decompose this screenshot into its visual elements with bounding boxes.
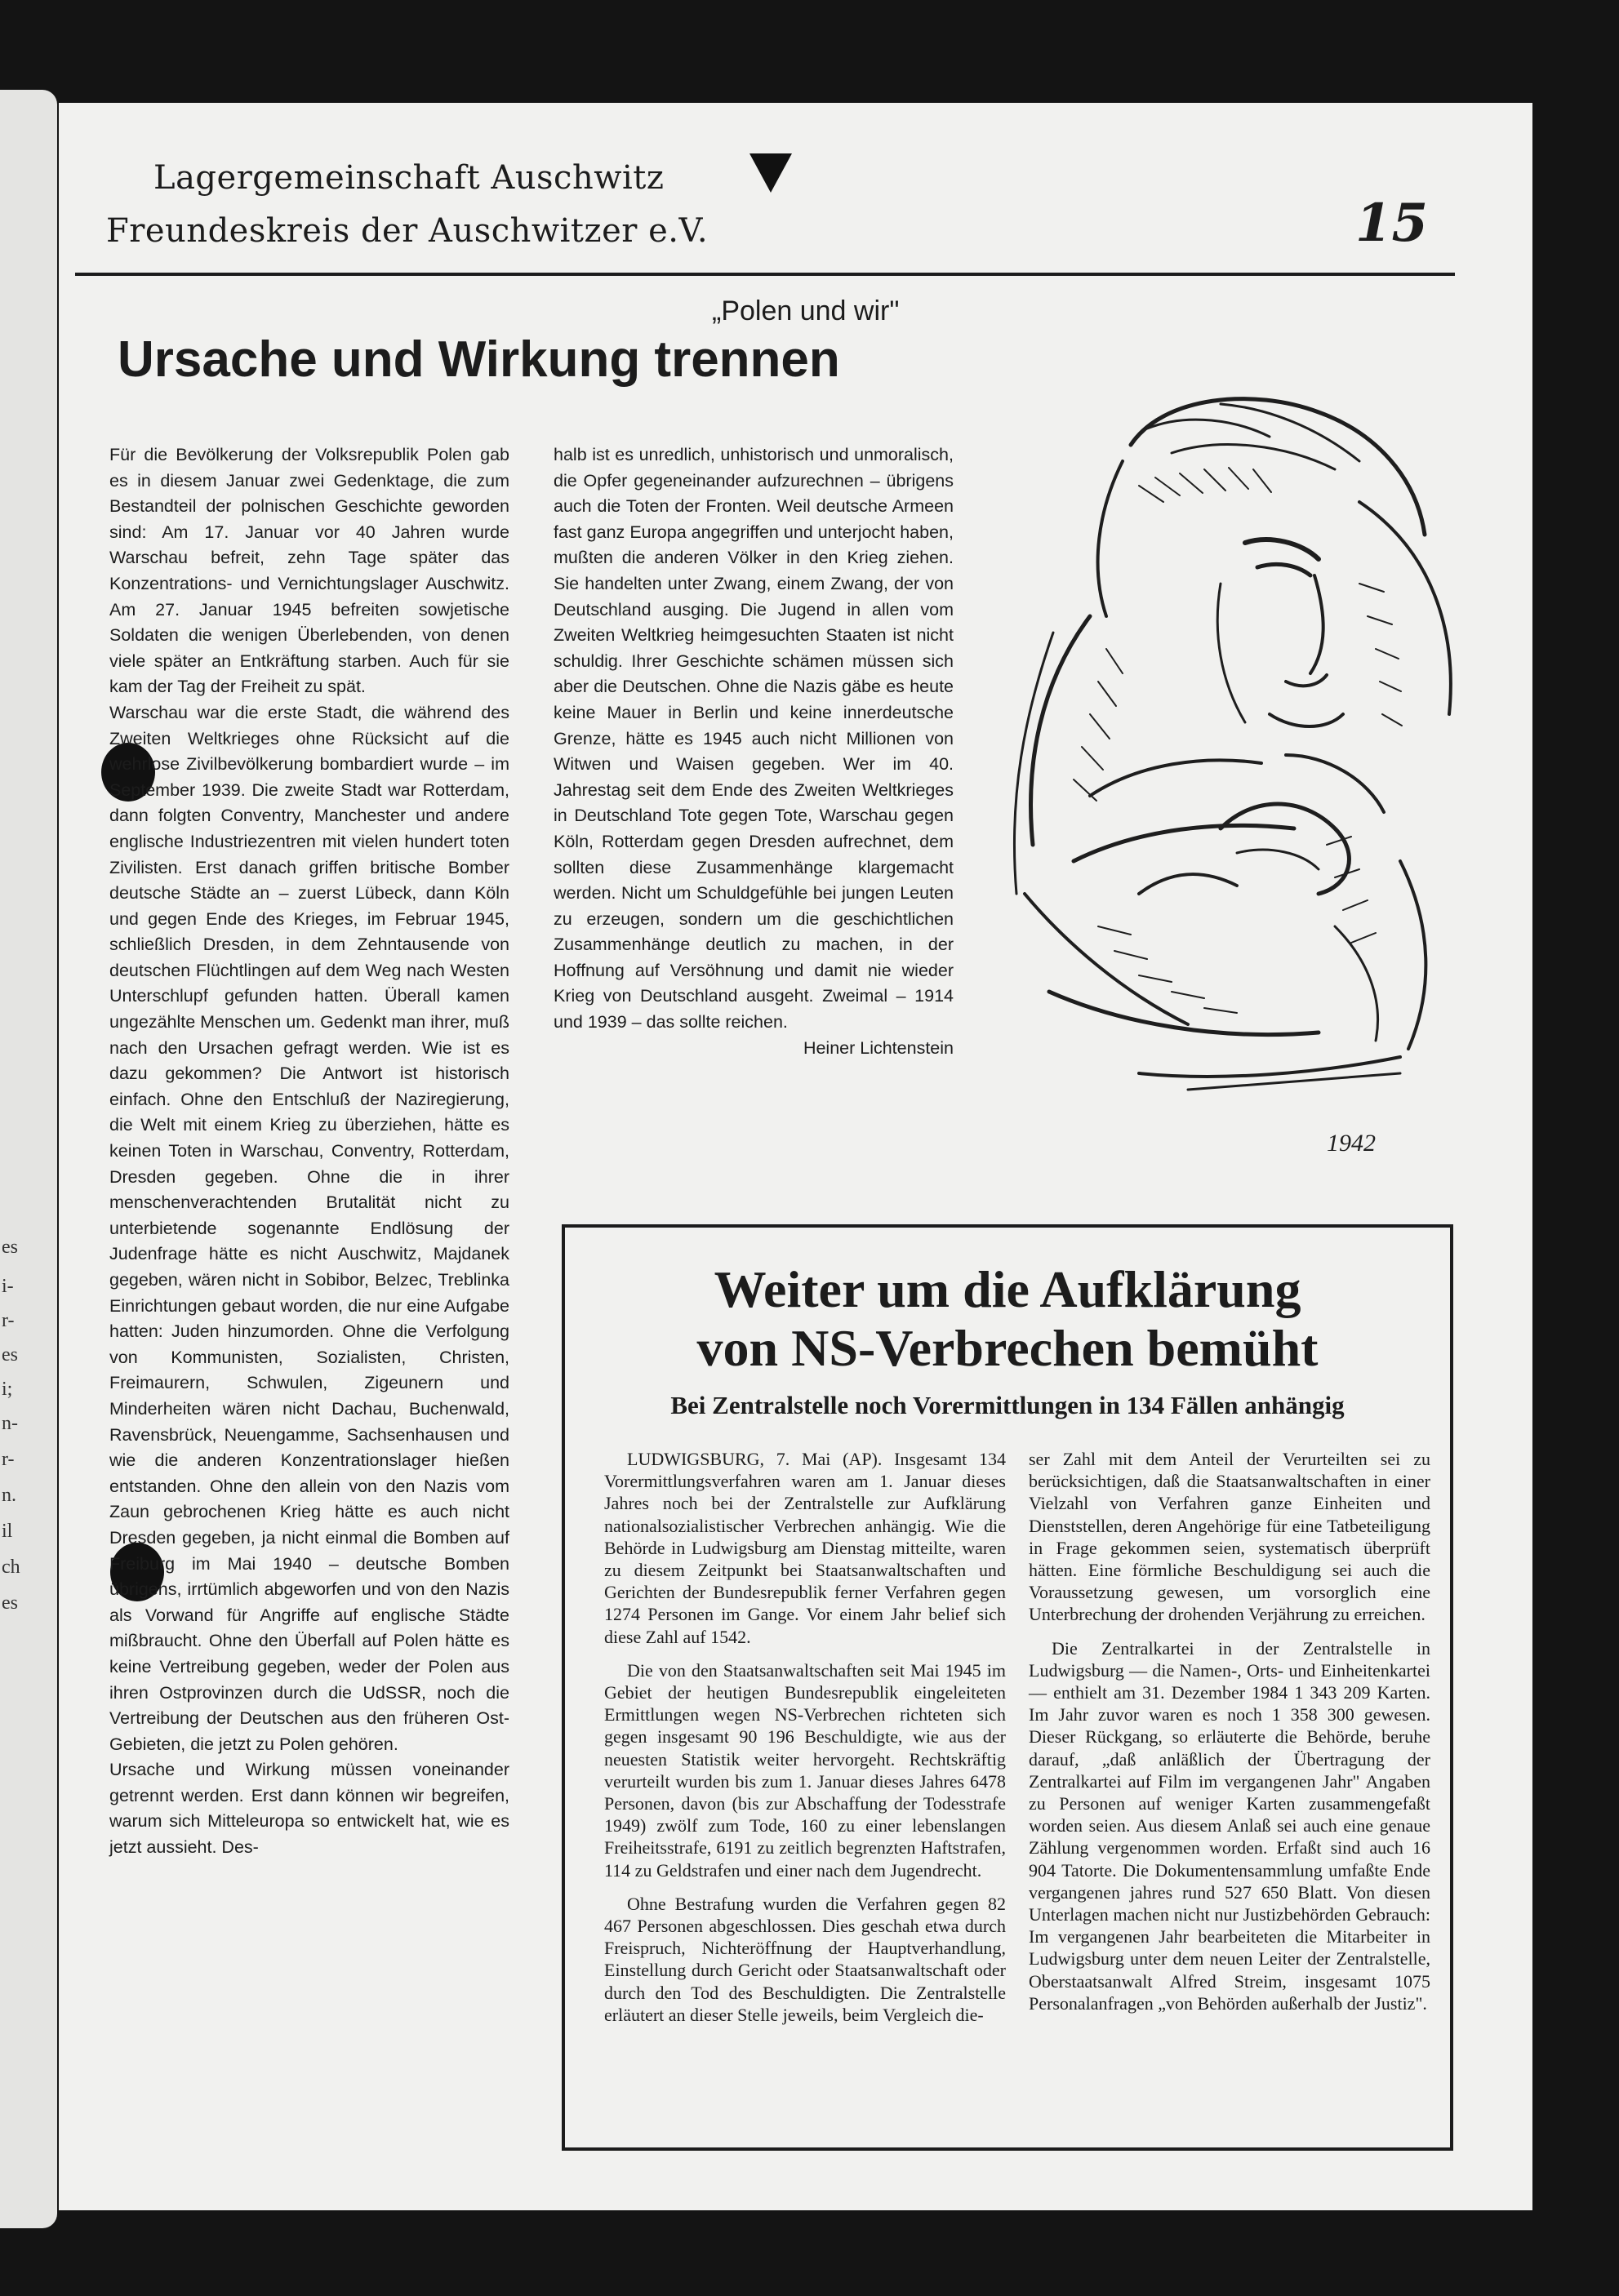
- article-author: Heiner Lichtenstein: [803, 1037, 954, 1058]
- margin-fragment: es: [2, 1592, 18, 1614]
- article-paragraph: Für die Bevölkerung der Volksrepublik Polen gab es in diesem Januar zwei Gedenktage, die zum Bestandteil der polnischen Geschichte geworden sind: Am 17. Januar vor 40 Jahren wurde Warschau befreit, zehn Tage später das Konzentrations- und Vernichtungslager Auschwitz. Am 27. Januar 1945 befreiten sowjetische Soldaten die wenigen Überlebenden, von denen viele später an Entkräftung starben. Auch für sie kam der Tag der Freiheit zu spät.: [109, 445, 509, 697]
- article-column-1: [109, 442, 509, 1861]
- margin-fragment: es: [2, 1344, 18, 1366]
- news-box-title-line: von NS-Verbrechen bemüht: [696, 1319, 1319, 1377]
- news-paragraph: Die von den Staatsanwaltschaften seit Mai 1945 im Gebiet der heutigen Bundesrepublik eingeleiteten Ermittlungen wegen NS-Verbrechen richteten sich gegen insgesamt 90 196 Beschuldigte, wie aus der neuesten Statistik weiter hervorgeht. Rechtskräftig verurteilt wurden bis zum 1. Januar dieses Jahres 6478 Personen, davon (bis zur Abschaffung der Todesstrafe 1949) zwölf zum Tode, 160 zu einer lebenslangen Freiheitsstrafe, 6191 zu zeitlich begrenzten Haftstrafen, 114 zu Geldstrafen und einer nach dem Jugendrecht.: [604, 1659, 1006, 1881]
- news-box-title-line: Weiter um die Aufklärung: [714, 1260, 1301, 1318]
- news-box: [562, 1224, 1453, 2151]
- sketch-illustration: [976, 371, 1466, 1188]
- news-column-1: [604, 1448, 1006, 2037]
- margin-fragment: i-: [2, 1276, 14, 1297]
- article-column-2: [554, 442, 954, 1061]
- margin-fragment: il: [2, 1521, 13, 1542]
- margin-fragment: r-: [2, 1310, 15, 1331]
- margin-fragment: n.: [2, 1485, 16, 1506]
- previous-page-edge: [0, 90, 57, 2228]
- news-paragraph: Die Zentralkartei in der Zentralstelle in Ludwigsburg — die Namen-, Orts- und Einheitenkartei — enthielt am 31. Dezember 1984 1 343 209 Karten. Im Jahr zuvor waren es noch 1 358 300 gewesen. Dieser Rückgang, so erläuterte die Behörde, beruhe darauf, „daß anläßlich der Übertragung der Zentralkartei auf Film im vergangenen Jahr" Angaben zu Personen auf weniger Karten zusammengefaßt worden seien. Aus diesem Anlaß sei auch eine genaue Zählung vergenommen worden. Erfaßt sind auch 16 904 Tatorte. Die Dokumentensammlung umfaßte Ende vergangenen jahres rund 527 650 Blatt. Von diesen Unterlagen machen nicht nur Justizbehörden Gebrauch: Im vergangenen Jahr bearbeiteten die Mitarbeiter in Ludwigsburg unter dem neuen Leiter der Zentralstelle, Oberstaatsanwalt Alfred Streim, insgesamt 1075 Personalanfragen „von Behörden außerhalb der Justiz".: [1029, 1637, 1430, 2014]
- organization-subtitle: Freundeskreis der Auschwitzer e.V.: [106, 212, 709, 250]
- news-paragraph: ser Zahl mit dem Anteil der Verurteilten sei zu berücksichtigen, daß die Staatsanwaltschaften in einer Vielzahl von Verfahren ganze Einheiten und Dienststellen, deren Angehörige für eine Tatbeteiligung in Frage gekommen seien, systematisch überprüft hätten. Eine förmliche Beschuldigung sei auch die Voraussetzung gewesen, um vorsorglich eine Unterbrechung der drohenden Verjährung zu erreichen.: [1029, 1449, 1430, 1625]
- page-number: 15: [1355, 193, 1429, 254]
- article-paragraph: Warschau war die erste Stadt, die während des Zweiten Weltkrieges ohne Rücksicht auf die wehrlose Zivilbevölkerung bombardiert wurde – im September 1939. Die zweite Stadt war Rotterdam, dann folgten Conventry, Manchester und andere englische Industriezentren mit vielen hundert toten Zivilisten. Erst danach griffen britische Bomber deutsche Städte an – zuerst Lübeck, dann Köln und gegen Ende des Krieges, im Februar 1945, schließlich Dresden, in dem Zehntausende von deutschen Flüchtlingen auf dem Weg nach Westen Unterschlupf gefunden hatten. Überall kamen ungezählte Menschen um. Gedenkt man ihrer, muß nach den Ursachen gefragt werden. Wie ist es dazu gekommen? Die Antwort ist historisch einfach. Ohne den Entschluß der Naziregierung, die Welt mit einem Krieg zu überziehen, hätte es keinen Toten in Warschau, Conventry, Rotterdam, Dresden gegeben. Ohne die in ihrer menschenverachtenden Brutalität nicht zu unterbietende sogenannte Endlösung der Judenfrage hätte es nicht Auschwitz, Majdanek gegeben, wären nicht in Sobibor, Belzec, Treblinka Einrichtungen gebaut worden, die nur eine Aufgabe hatten: Juden hinzumorden. Ohne die Verfolgung von Kommunisten, Sozialisten, Christen, Freimaurern, Schwulen, Zigeunern und Minderheiten wären nicht Dachau, Buchenwald, Ravensbrück, Neuengamme, Sachsenhausen und wie die anderen Konzentrationslager hießen entstanden. Ohne den allein von den Nazis vom Zaun gebrochenen Krieg hätte es auch nicht Dresden gegeben, ja nicht einmal die Bomben auf Freiburg im Mai 1940 – deutsche Bomben übrigens, irrtümlich abgeworfen und von den Nazis als Vorwand für Angriffe auf englische Städte mißbraucht. Ohne den Überfall auf Polen hätte es keine Vertreibung gegeben, weder der Polen aus ihren Ostprovinzen durch die UdSSR, noch die Vertreibung der Deutschen aus den früheren Ost-Gebieten, die jetzt zu Polen gehören.: [109, 702, 509, 1754]
- news-box-title: [565, 1260, 1450, 1378]
- margin-fragment: r-: [2, 1449, 15, 1470]
- margin-fragment: i;: [2, 1379, 13, 1400]
- news-paragraph: Ohne Bestrafung wurden die Verfahren gegen 82 467 Personen abgeschlossen. Dies geschah etwa durch Freispruch, Nichteröffnung der Hauptverhandlung, Einstellung durch Gericht oder Staatsanwaltschaft oder durch den Tod des Beschuldigten. Die Zentralstelle erläutert an dieser Stelle jeweils, beim Vergleich die-: [604, 1893, 1006, 2025]
- triangle-down-icon: [749, 153, 792, 193]
- article-paragraph: Ursache und Wirkung müssen voneinander getrennt werden. Erst dann können wir begreifen, warum sich Mitteleuropa so entwickelt hat, wie es jetzt aussieht. Des-: [109, 1760, 509, 1858]
- article-paragraph: halb ist es unredlich, unhistorisch und unmoralisch, die Opfer gegeneinander aufzurechnen – übrigens auch die Toten der Fronten. Weil deutsche Armeen fast ganz Europa angegriffen und unterjocht haben, mußten die anderen Völker in den Krieg ziehen. Sie handelten unter Zwang, einem Zwang, der von Deutschland ausging. Die Jugend in allen vom Zweiten Weltkrieg heimgesuchten Staaten ist nicht schuldig. Ihrer Geschichte schämen müssen sich aber die Deutschen. Ohne die Nazis gäbe es heute keine Mauer in Berlin und keine innerdeutsche Grenze, hätte es 1945 auch nicht Millionen von Witwen und Waisen gegeben. Wer im 40. Jahrestag seit dem Ende des Zweiten Weltkrieges in Deutschland Tote gegen Tote, Warschau gegen Köln, Rotterdam gegen Dresden aufrechnet, dem sollten diese Zusammenhänge klargemacht werden. Nicht um Schuldgefühle bei jungen Leuten zu erzeugen, sondern um die geschichtlichen Zusammenhänge deutlich zu machen, in der Hoffnung auf Versöhnung und damit nie wieder Krieg von Deutschland ausgeht. Zweimal – 1914 und 1939 – das sollte reichen.: [554, 445, 954, 1033]
- article-kicker: „Polen und wir": [712, 295, 900, 326]
- article-headline: Ursache und Wirkung trennen: [118, 331, 840, 388]
- margin-fragment: es: [2, 1237, 18, 1258]
- header-rule: [75, 273, 1455, 276]
- news-column-2: [1029, 1448, 1430, 2026]
- organization-name: Lagergemeinschaft Auschwitz: [153, 159, 665, 197]
- news-paragraph: LUDWIGSBURG, 7. Mai (AP). Insgesamt 134 Vorermittlungsverfahren waren am 1. Januar dieses Jahres noch bei der Zentralstelle zur Aufklärung nationalsozialistischer Verbrechen anhängig. Wie die Behörde in Ludwigsburg am Dienstag mitteilte, waren zu diesem Zeitpunkt bei Staatsanwaltschaften und Gerichten der Bundesrepublik ferner Verfahren gegen 1274 Personen im Gange. Vor einem Jahr belief sich diese Zahl auf 1542.: [604, 1449, 1006, 1647]
- news-box-subtitle: Bei Zentralstelle noch Vorermittlungen in 134 Fällen anhängig: [670, 1391, 1345, 1419]
- margin-fragment: n-: [2, 1413, 18, 1434]
- illustration-signature: 1942: [1327, 1130, 1376, 1157]
- margin-fragment: ch: [2, 1557, 20, 1578]
